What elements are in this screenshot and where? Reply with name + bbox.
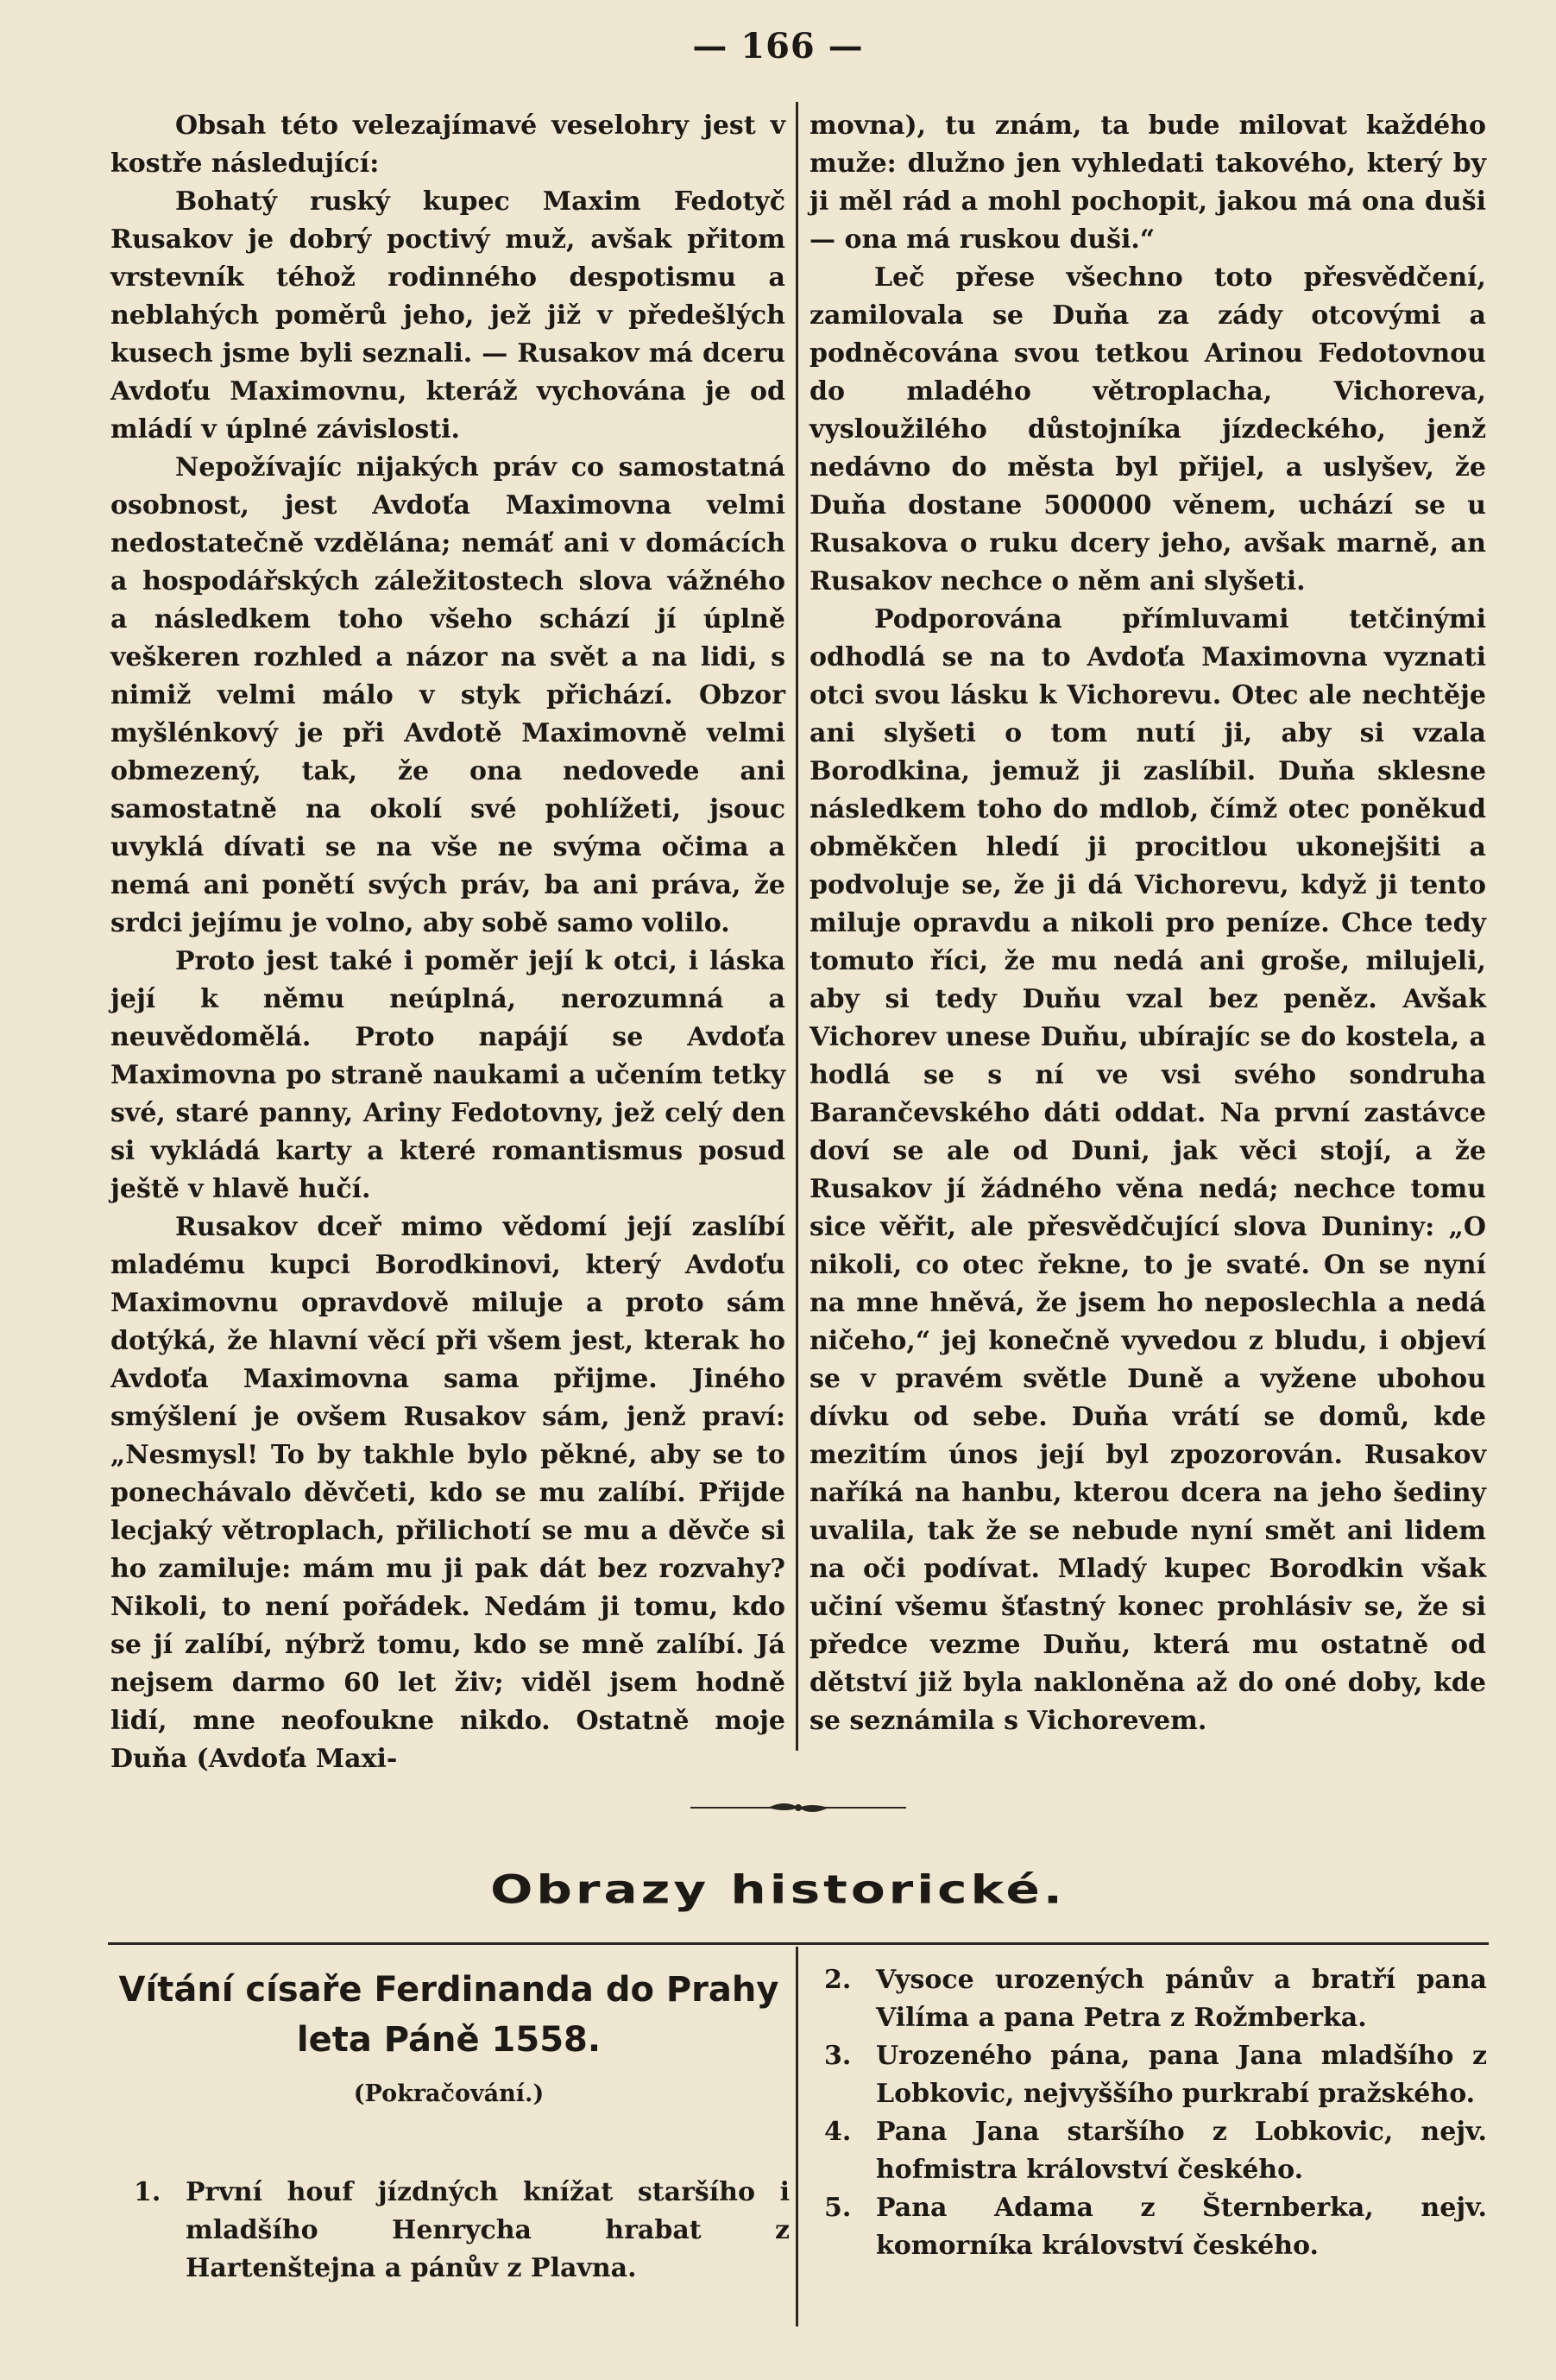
- paragraph: Bohatý ruský kupec Maxim Fedotyč Rusakov je dobrý poctivý muž, avšak přitom vrstevník téhož rodinného despotismu a neblahých poměrů jeho, jež již v předešlých kusech jsme byli seznali. — Rusakov má dceru Avdoťu Maximovnu, kteráž vychována je od mládí v úplné závislosti.: [110, 186, 785, 445]
- list-item: [824, 2189, 1487, 2265]
- item-number: 5.: [824, 2193, 852, 2223]
- procession-list: [134, 2174, 790, 2288]
- list-item: [824, 2113, 1487, 2189]
- item-number: 2.: [824, 1965, 852, 1995]
- continuation-note: (Pokračování.): [353, 2080, 545, 2107]
- page-number: — 166 —: [692, 26, 864, 66]
- paragraph: movna), tu znám, ta bude milovat každého muže: dlužno jen vyhledati takového, který by ji měl rád a mohl pochopit, jakou má ona duši — ona má ruskou duši.“: [809, 110, 1486, 255]
- item-text: Urozeného pána, pana Jana mladšího z Lobkovic, nejvyššího purkrabí pražského.: [876, 2041, 1487, 2109]
- column-divider: [796, 102, 798, 1751]
- left-text-column: [110, 107, 785, 1778]
- heading-rule: [108, 1942, 1489, 1945]
- column-divider: [796, 1947, 798, 2326]
- item-text: Pana Jana staršího z Lobkovic, nejv. hofmistra království českého.: [876, 2117, 1487, 2185]
- list-item: [824, 2037, 1487, 2113]
- paragraph: Leč přese všechno toto přesvědčení, zamilovala se Duňa za zády otcovými a podněcována svou tetkou Arinou Fedotovnou do mladého větroplacha, Vichoreva, vysloužilého důstojníka jízdeckého, jenž nedávno do města byl přijel, a uslyšev, že Duňa dostane 500000 věnem, uchází se u Rusakova o ruku dcery jeho, avšak marně, an Rusakov nechce o něm ani slyšeti.: [809, 262, 1486, 597]
- item-text: Vysoce urozených pánův a bratří pana Vilíma a pana Petra z Rožmberka.: [876, 1965, 1487, 2033]
- paragraph: Obsah této velezajímavé veselohry jest v kostře následující:: [110, 110, 785, 179]
- paragraph: Nepožívajíc nijakých práv co samostatná osobnost, jest Avdoťa Maximovna velmi nedostatečně vzdělána; nemáť ani v domácích a hospodářských záležitostech slova vážného a následkem toho všeho schází jí úplně veškeren rozhled a názor na svět a na lidi, s nimiž velmi málo v styk přichází. Obzor myšlénkový je při Avdotě Maximovně velmi obmezený, tak, že ona nedovede ani samostatně na okolí své pohlížeti, jsouc uvyklá dívati se na vše ne svýma očima a nemá ani ponětí svých práv, ba ani práva, že srdci jejímu je volno, aby sobě samo volilo.: [110, 452, 785, 938]
- article-title: leta Páně 1558.: [296, 2020, 602, 2060]
- list-item: [824, 1961, 1487, 2037]
- article-title: Vítání císaře Ferdinanda do Prahy: [118, 1970, 779, 2010]
- procession-list: [824, 1961, 1487, 2265]
- item-text: Pana Adama z Šternberka, nejv. komorníka království českého.: [876, 2193, 1487, 2261]
- item-number: 4.: [824, 2117, 852, 2147]
- paragraph: Proto jest také i poměr její k otci, i láska její k němu neúplná, nerozumná a neuvědomělá. Proto napájí se Avdoťa Maximovna po straně naukami a učením tetky své, staré panny, Ariny Fedotovny, jež celý den si vykládá karty a které romantismus posud ještě v hlavě hučí.: [110, 946, 785, 1204]
- item-number: 3.: [824, 2041, 852, 2071]
- item-text: První houf jízdných knížat staršího i mladšího Henrycha hrabat z Hartenštejna a pánův z Plavna.: [186, 2177, 790, 2283]
- section-heading: Obrazy historické.: [490, 1866, 1066, 1913]
- item-number: 1.: [134, 2177, 161, 2207]
- list-item: [134, 2174, 790, 2288]
- paragraph: Rusakov dceř mimo vědomí její zaslíbí mladému kupci Borodkinovi, který Avdoťu Maximovnu opravdově miluje a proto sám dotýká, že hlavní věcí při všem jest, kterak ho Avdoťa Maximovna sama přijme. Jiného smýšlení je ovšem Rusakov sám, jenž praví: „Nesmysl! To by takhle bylo pěkné, aby se to ponechávalo děvčeti, kdo se mu zalíbí. Přijde lecjaký větroplach, přilichotí se mu a děvče si ho zamiluje: mám mu ji pak dát bez rozvahy? Nikoli, to není pořádek. Nedám ji tomu, kdo se jí zalíbí, nýbrž tomu, kdo se mně zalíbí. Já nejsem darmo 60 let živ; viděl jsem hodně lidí, mne neofoukne nikdo. Ostatně moje Duňa (Avdoťa Maxi-: [110, 1212, 785, 1774]
- paragraph: Podporována přímluvami tetčinými odhodlá se na to Avdoťa Maximovna vyznati otci svou lásku k Vichorevu. Otec ale nechtěje ani slyšeti o tom nutí ji, aby si vzala Borodkina, jemuž ji zaslíbil. Duňa sklesne následkem toho do mdlob, čímž otec poněkud obměkčen hledí ji procitlou ukonejšiti a podvoluje se, že ji dá Vichorevu, když ji tento miluje opravdu a nikoli pro peníze. Chce tedy tomuto říci, že mu nedá ani groše, milujeli, aby si tedy Duňu vzal bez peněz. Avšak Vichorev unese Duňu, ubírajíc se do kostela, a hodlá se s ní ve vsi svého sondruha Barančevského dáti oddat. Na první zastávce doví se ale od Duni, jak věci stojí, a že Rusakov jí žádného věna nedá; nechce tomu sice věřit, ale přesvědčující slova Duniny: „O nikoli, co otec řekne, to je svaté. On se nyní na mne hněvá, že jsem ho neposlechla a nedá ničeho,“ jej konečně vyvedou z bludu, i objeví se v pravém světle Duně a vyžene ubohou dívku od sebe. Duňa vrátí se domů, kde mezitím únos její byl zpozorován. Rusakov naříká na hanbu, kterou dcera na jeho šediny uvalila, tak že se nebude nyní smět ani lidem na oči podívat. Mladý kupec Borodkin však učiní všemu šťastný konec prohlásiv se, že si předce vezme Duňu, která mu ostatně od dětství již byla nakloněna až do oné doby, kde se seznámila s Vichorevem.: [809, 604, 1486, 1736]
- ornament-divider-icon: [690, 1797, 906, 1818]
- right-text-column: [809, 107, 1486, 1740]
